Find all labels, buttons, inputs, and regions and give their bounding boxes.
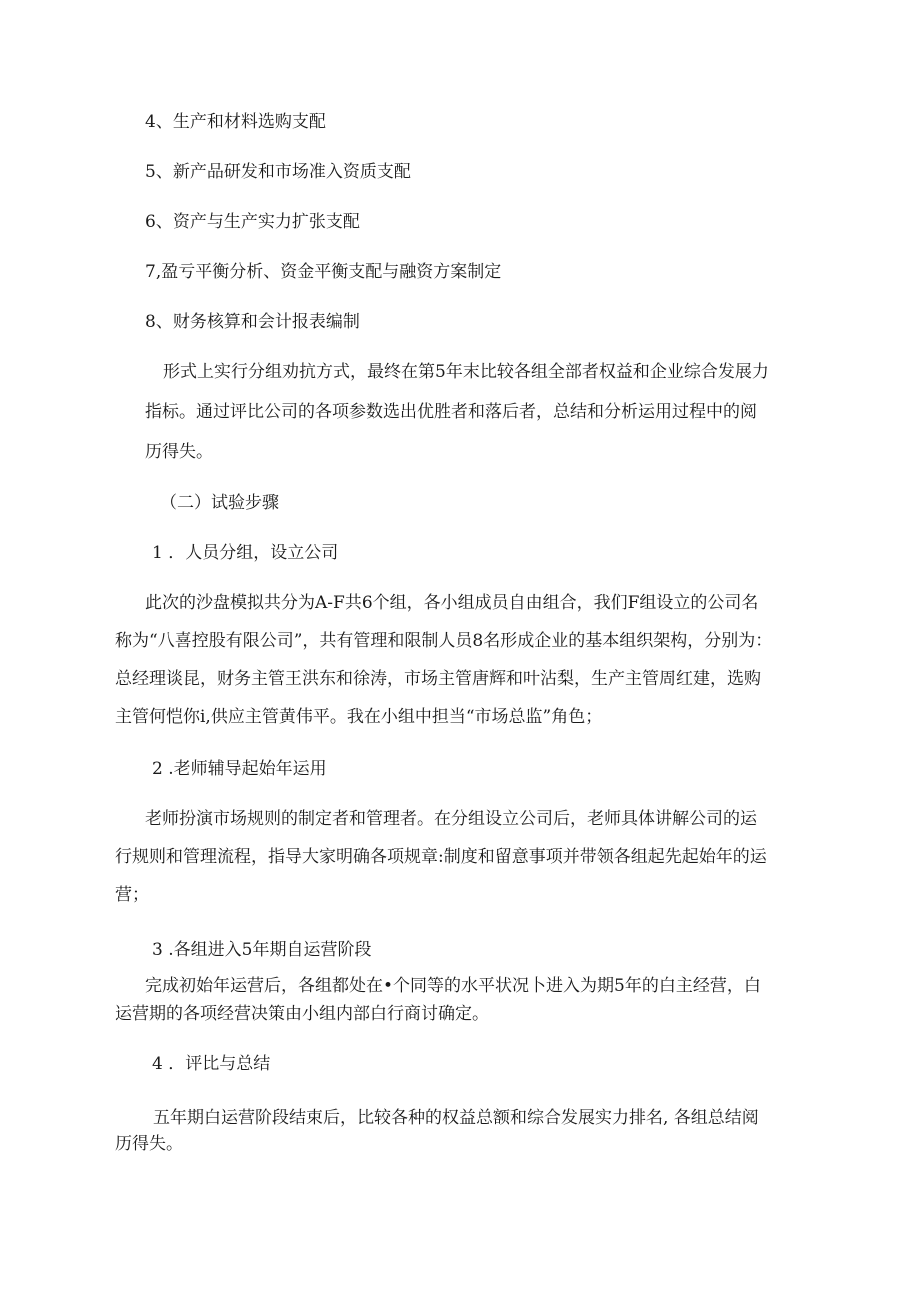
list-item: 6、资产与生产实力扩张支配 <box>145 212 360 232</box>
section-heading: （二）试验步骤 <box>160 493 279 513</box>
paragraph-line: 称为“八喜控股有限公司”，共有管理和限制人员8名形成企业的基本组织架构，分别为： <box>115 631 773 651</box>
paragraph-line: 老师扮演市场规则的制定者和管理者。在分组设立公司后，老师具体讲解公司的运 <box>145 809 757 829</box>
paragraph-line: 行规则和管理流程，指导大家明确各项规章:制度和留意事项并带领各组起先起始年的运 <box>115 847 767 867</box>
paragraph-line: 历得失。 <box>115 1134 183 1154</box>
paragraph-line: 完成初始年运营后，各组都处在•个同等的水平状况卜进入为期5年的白主经营，白 <box>145 976 761 996</box>
list-item: 8、财务核算和会计报表编制 <box>145 312 360 332</box>
list-item: 7,盈亏平衡分析、资金平衡支配与融资方案制定 <box>145 262 502 282</box>
paragraph-line: 此次的沙盘模拟共分为A-F共6个组，各小组成员自由组合，我们F组设立的公司名 <box>145 593 759 613</box>
paragraph-line: 形式上实行分组劝抗方式，最终在第5年末比较各组全部者权益和企业综合发展力 <box>163 362 769 382</box>
list-item: 5、新产品研发和市场准入资质支配 <box>145 162 411 182</box>
step-heading: 1 ．人员分组，设立公司 <box>152 543 339 563</box>
paragraph-line: 五年期白运营阶段结束后，比较各种的权益总额和综合发展实力排名, 各组总结阅 <box>153 1108 759 1128</box>
paragraph-line: 主管何恺你i,供应主管黄伟平。我在小组中担当“市场总监”角色； <box>115 707 603 727</box>
step-heading: 4 ．评比与总结 <box>152 1054 271 1074</box>
paragraph-line: 历得失。 <box>145 442 213 462</box>
list-item: 4、生产和材料选购支配 <box>145 112 326 132</box>
paragraph-line: 总经理谈昆，财务主管王洪东和徐涛，市场主管唐辉和叶沾梨，生产主管周红建，选购 <box>115 669 761 689</box>
paragraph-line: 指标。通过评比公司的各项参数选出优胜者和落后者，总结和分析运用过程中的阅 <box>145 402 757 422</box>
step-heading: 3 .各组进入5年期自运营阶段 <box>152 940 372 960</box>
step-heading: 2 .老师辅导起始年运用 <box>152 759 327 779</box>
paragraph-line: 运营期的各项经营决策由小组内部白行商讨确定。 <box>115 1004 489 1024</box>
paragraph-line: 营； <box>115 885 149 905</box>
